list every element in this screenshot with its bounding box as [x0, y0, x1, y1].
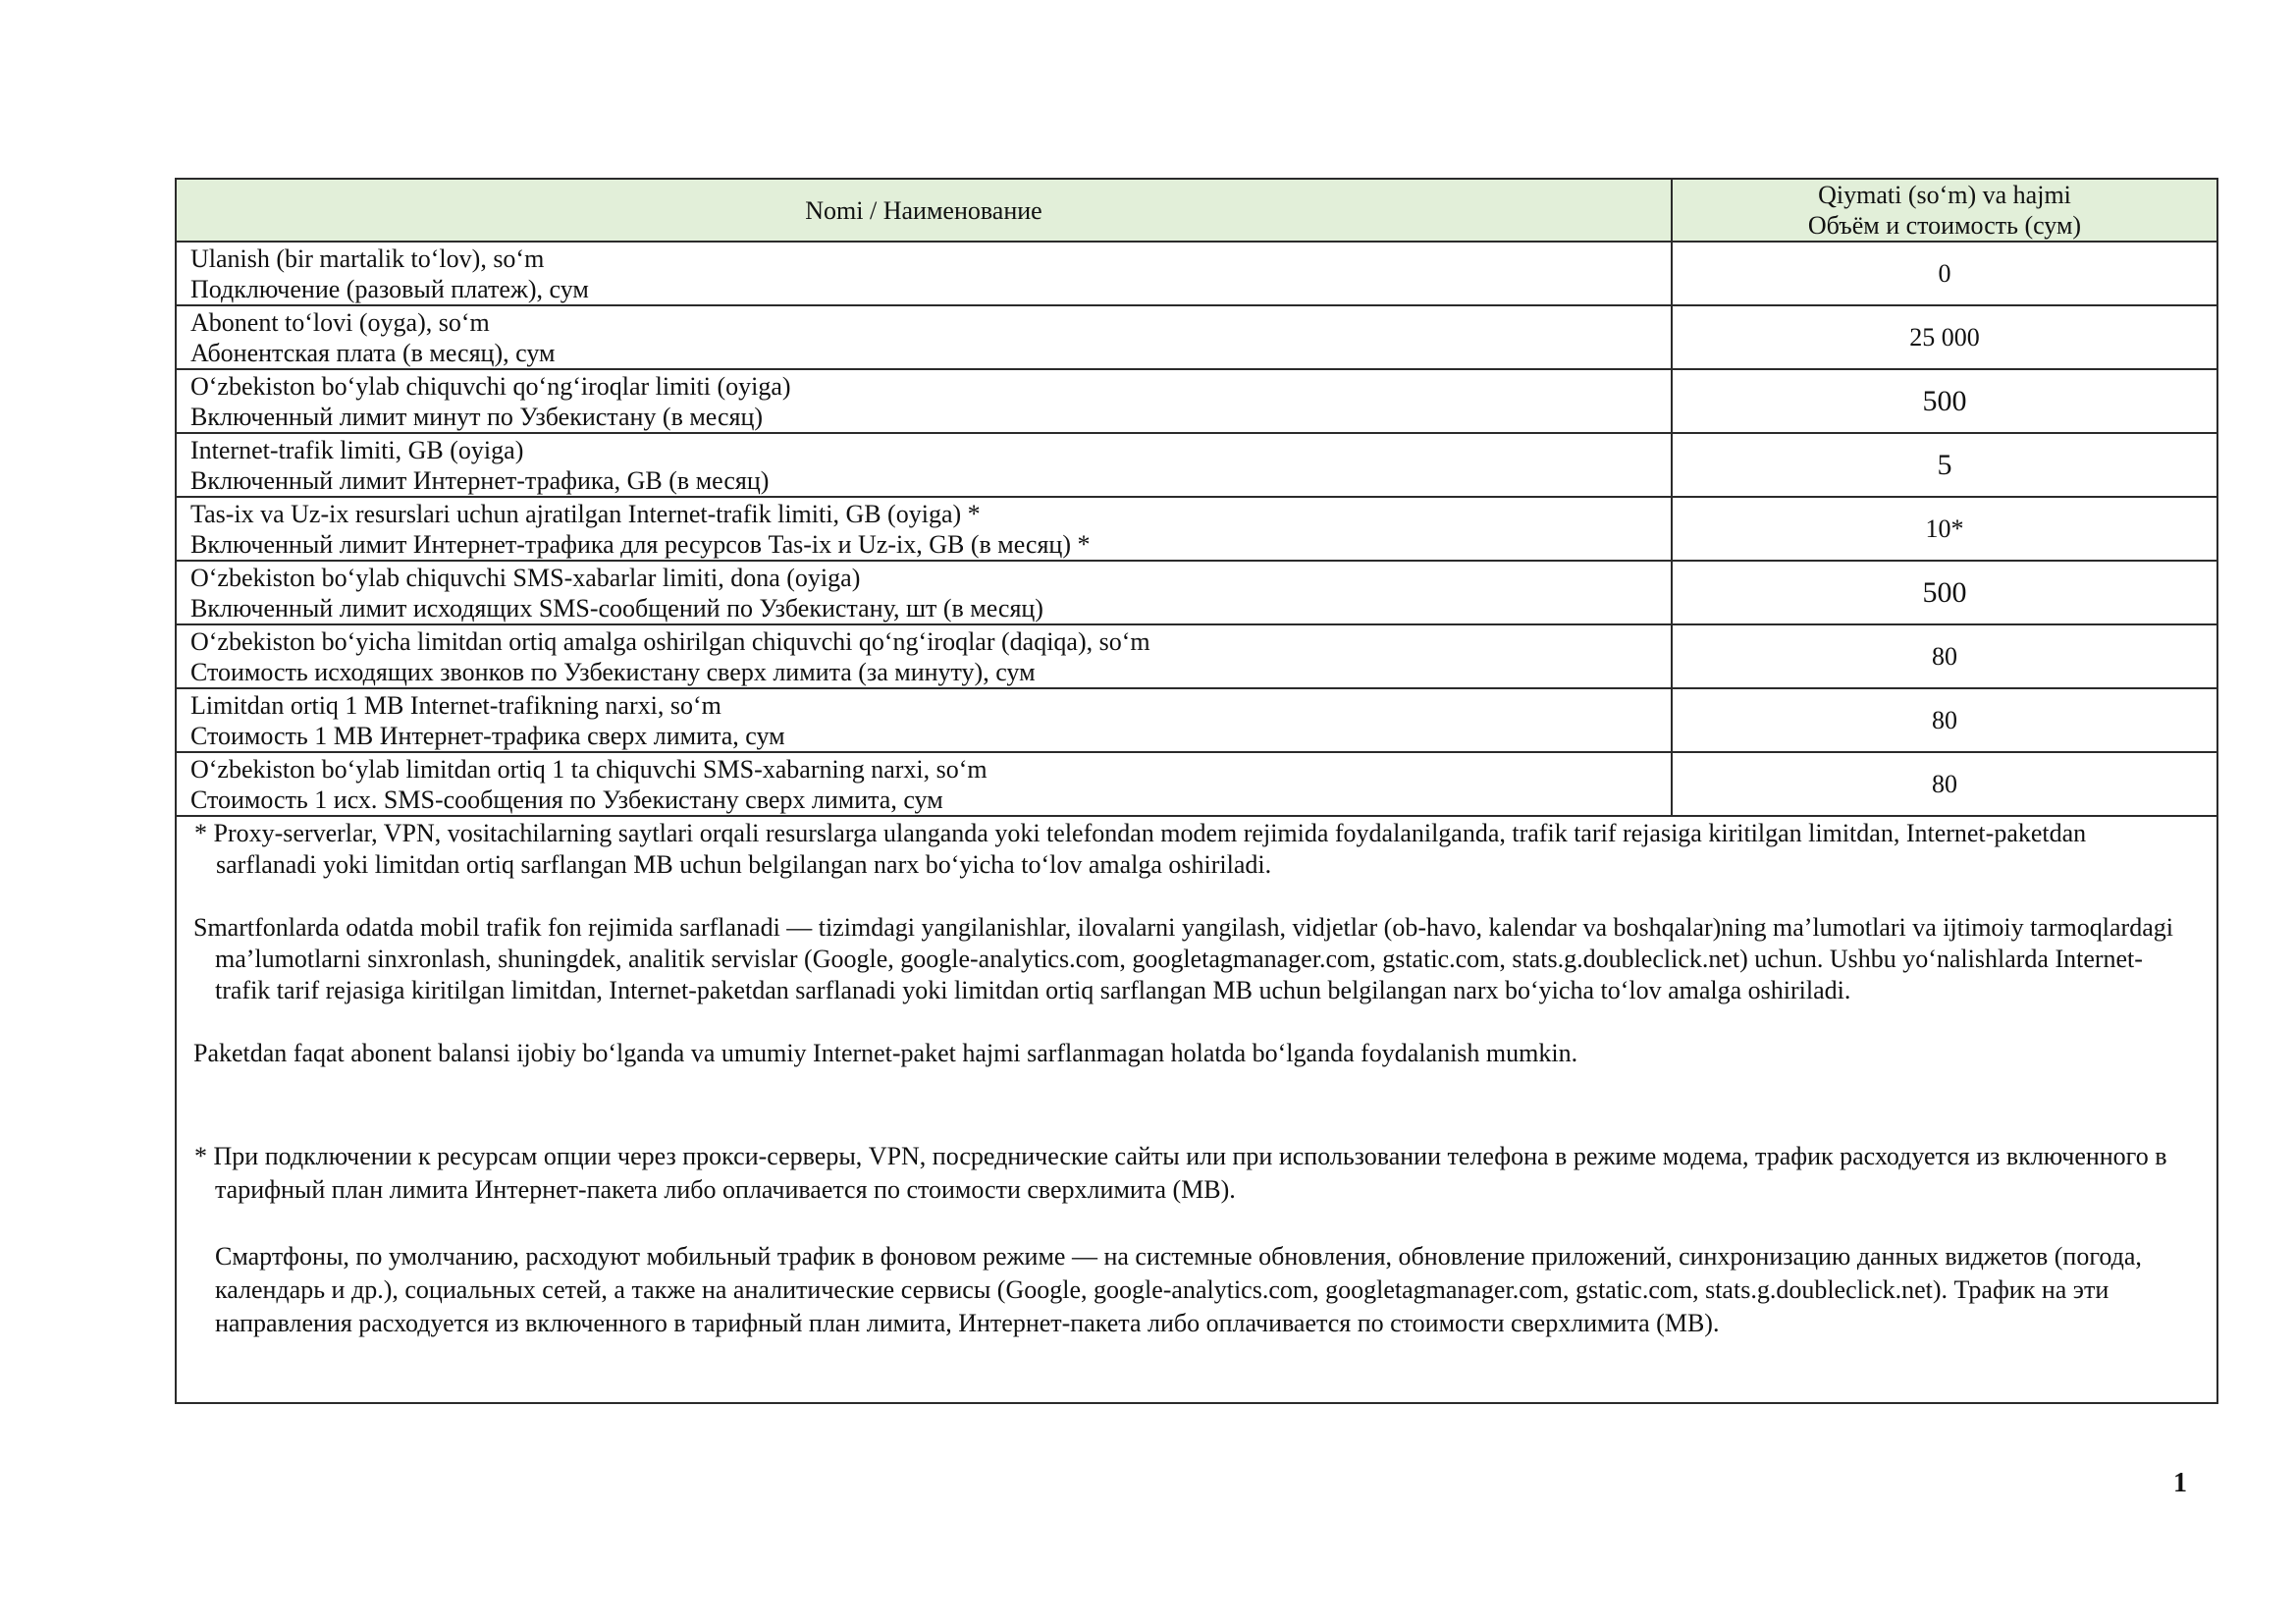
footnote-uz-proxy: * Proxy-serverlar, VPN, vositachilarning saytlari orqali resurslarga ulanganda yoki telefondan modem rejimida foydalanilganda, trafik tarif rejasiga kiritilgan limitdan, Internet-paketdan sarflanadi yoki limitdan ortiq sarflangan MB uchun belgilangan narx bo‘yicha to‘lov amalga oshiriladi.	[194, 819, 2087, 879]
table-header-row	[176, 179, 2217, 242]
header-value-uz: Qiymati (so‘m) va hajmi	[1818, 181, 2071, 209]
row-name-cell	[176, 561, 1672, 624]
table-row	[176, 497, 2217, 561]
row-value: 500	[1672, 561, 2217, 624]
row-name-cell	[176, 305, 1672, 369]
row-value: 80	[1672, 752, 2217, 816]
table-row	[176, 433, 2217, 497]
row-label-uz: Abonent to‘lovi (oyga), so‘m	[190, 308, 490, 337]
row-name-cell	[176, 369, 1672, 433]
note-uz-balance: Paketdan faqat abonent balansi ijobiy bo‘lganda va umumiy Internet-paket hajmi sarflanmagan holatda bo‘lganda foydalanish mumkin.	[193, 1039, 1578, 1067]
row-label-ru: Стоимость 1 исх. SMS-сообщения по Узбекистану сверх лимита, сум	[190, 785, 943, 814]
row-label-ru: Стоимость исходящих звонков по Узбекистану сверх лимита (за минуту), сум	[190, 658, 1036, 686]
table-row	[176, 752, 2217, 816]
notes-cell	[176, 816, 2217, 1403]
row-value: 0	[1672, 242, 2217, 305]
table-row	[176, 369, 2217, 433]
tariff-table	[175, 178, 2218, 1404]
row-label-ru: Абонентская плата (в месяц), сум	[190, 339, 556, 367]
row-label-uz: Internet-trafik limiti, GB (oyiga)	[190, 436, 524, 464]
row-label-uz: O‘zbekiston bo‘ylab chiquvchi SMS-xabarlar limiti, dona (oyiga)	[190, 564, 861, 592]
row-value: 500	[1672, 369, 2217, 433]
row-value: 80	[1672, 624, 2217, 688]
row-label-uz: O‘zbekiston bo‘ylab limitdan ortiq 1 ta chiquvchi SMS-xabarning narxi, so‘m	[190, 755, 988, 784]
table-row	[176, 688, 2217, 752]
row-label-ru: Включенный лимит исходящих SMS-сообщений по Узбекистану, шт (в месяц)	[190, 594, 1043, 623]
row-label-ru: Включенный лимит Интернет-трафика, GB (в месяц)	[190, 466, 770, 495]
table-row	[176, 624, 2217, 688]
row-value: 10*	[1672, 497, 2217, 561]
row-label-uz: Limitdan ortiq 1 MB Internet-trafikning narxi, so‘m	[190, 691, 721, 720]
footnote-ru-proxy: * При подключении к ресурсам опции через прокси-серверы, VPN, посреднические сайты или при использовании телефона в режиме модема, трафик расходуется из включенного в тарифный план лимита Интернет-пакета либо оплачивается по стоимости сверхлимита (MB).	[194, 1142, 2167, 1204]
table-row	[176, 305, 2217, 369]
row-name-cell	[176, 624, 1672, 688]
row-value: 25 000	[1672, 305, 2217, 369]
row-name-cell	[176, 242, 1672, 305]
row-label-ru: Подключение (разовый платеж), сум	[190, 275, 589, 303]
row-label-ru: Стоимость 1 MB Интернет-трафика сверх лимита, сум	[190, 722, 785, 750]
header-value	[1672, 179, 2217, 242]
row-label-ru: Включенный лимит минут по Узбекистану (в месяц)	[190, 403, 764, 431]
page-number: 1	[2173, 1468, 2187, 1498]
header-name: Nomi / Наименование	[176, 179, 1672, 242]
row-label-uz: O‘zbekiston bo‘yicha limitdan ortiq amalga oshirilgan chiquvchi qo‘ng‘iroqlar (daqiqa), so‘m	[190, 627, 1150, 656]
row-label-uz: Tas-ix va Uz-ix resurslari uchun ajratilgan Internet-trafik limiti, GB (oyiga) *	[190, 500, 981, 528]
row-value: 5	[1672, 433, 2217, 497]
row-name-cell	[176, 497, 1672, 561]
header-value-ru: Объём и стоимость (сум)	[1807, 211, 2082, 240]
row-name-cell	[176, 688, 1672, 752]
row-value: 80	[1672, 688, 2217, 752]
table-row	[176, 242, 2217, 305]
note-uz-smartphones: Smartfonlarda odatda mobil trafik fon rejimida sarflanadi — tizimdagi yangilanishlar, ilovalarni yangilash, vidjetlar (ob-havo, kalendar va boshqalar)ning ma’lumotlari va ijtimoiy tarmoqlardagi ma’lumotlarni sinxronlash, shuningdek, analitik servislar (Google, google-analytics.com, googletagmanager.com, gstatic.com, stats.g.doubleclick.net) uchun. Ushbu yo‘nalishlarda Internet-trafik tarif rejasiga kiritilgan limitdan, Internet-paketdan sarflanadi yoki limitdan ortiq sarflangan MB uchun belgilangan narx bo‘yicha to‘lov amalga oshiriladi.	[193, 913, 2173, 1004]
row-name-cell	[176, 433, 1672, 497]
row-label-uz: O‘zbekiston bo‘ylab chiquvchi qo‘ng‘iroqlar limiti (oyiga)	[190, 372, 791, 401]
row-label-uz: Ulanish (bir martalik to‘lov), so‘m	[190, 244, 545, 273]
notes-row	[176, 816, 2217, 1403]
row-name-cell	[176, 752, 1672, 816]
row-label-ru: Включенный лимит Интернет-трафика для ресурсов Tas-ix и Uz-ix, GB (в месяц) *	[190, 530, 1091, 559]
note-ru-smartphones: Смартфоны, по умолчанию, расходуют мобильный трафик в фоновом режиме — на системные обновления, обновление приложений, синхронизацию данных виджетов (погода, календарь и др.), социальных сетей, а также на аналитические сервисы (Google, google-analytics.com, googletagmanager.com, gstatic.com, stats.g.doubleclick.net). Трафик на эти направления расходуется из включенного в тарифный план лимита, Интернет-пакета либо оплачивается по стоимости сверхлимита (MB).	[215, 1242, 2142, 1337]
table-row	[176, 561, 2217, 624]
